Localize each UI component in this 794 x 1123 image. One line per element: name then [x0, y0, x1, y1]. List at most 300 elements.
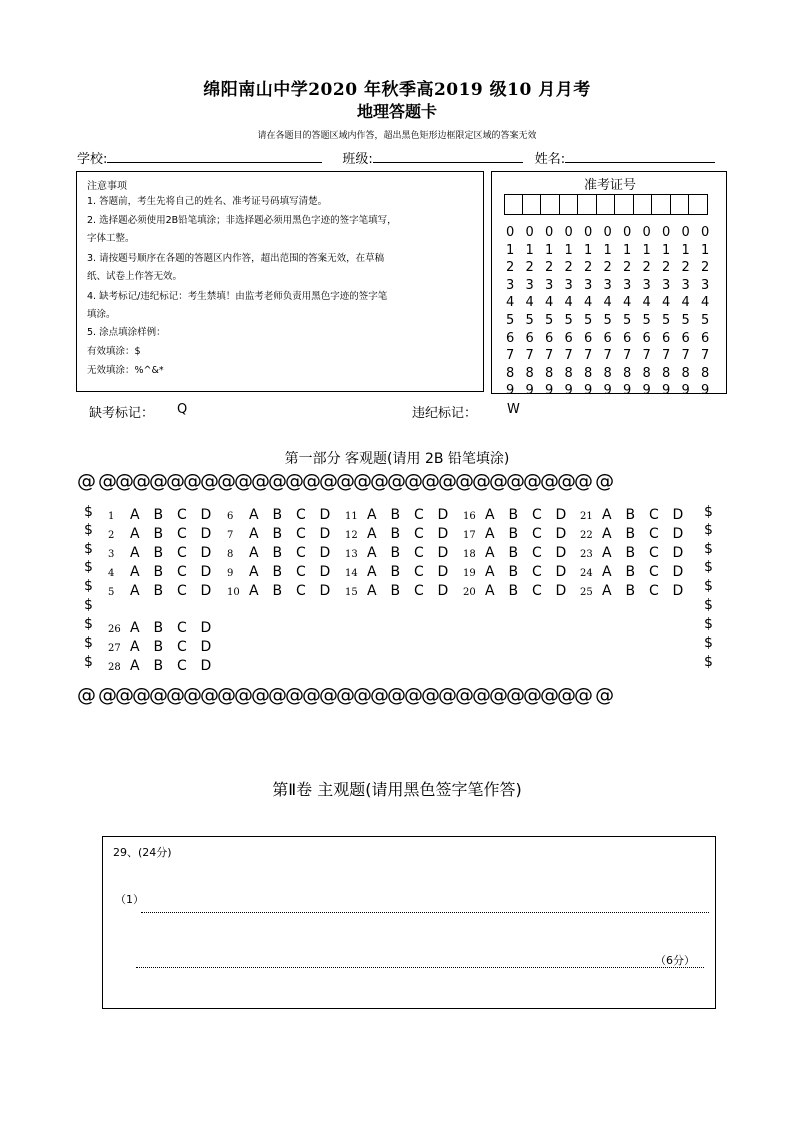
- part1-title: 第一部分 客观题(请用 2B 铅笔填涂): [284, 451, 510, 467]
- option-bubble[interactable]: C: [177, 639, 187, 655]
- option-bubble[interactable]: D: [672, 583, 684, 599]
- exam-id-digit-bubble[interactable]: 0: [525, 225, 534, 240]
- option-bubble[interactable]: A: [249, 583, 259, 599]
- exam-id-digit-bubble[interactable]: 9: [701, 383, 710, 399]
- option-bubble[interactable]: C: [177, 507, 187, 523]
- exam-id-digit-bubble[interactable]: 8: [642, 365, 651, 381]
- exam-id-digit-bubble[interactable]: 3: [603, 277, 612, 293]
- option-bubble[interactable]: C: [177, 583, 187, 599]
- timing-mark: $: [704, 522, 713, 538]
- option-bubble[interactable]: B: [272, 564, 283, 580]
- option-bubble[interactable]: B: [153, 564, 164, 580]
- option-bubble[interactable]: C: [177, 620, 187, 636]
- exam-id-digit-bubble[interactable]: 8: [506, 365, 515, 381]
- exam-id-digit-bubble[interactable]: 6: [642, 330, 651, 346]
- exam-id-cell[interactable]: [671, 194, 690, 215]
- option-bubble[interactable]: B: [272, 507, 283, 523]
- name-field[interactable]: [565, 148, 715, 163]
- exam-id-cell[interactable]: [689, 194, 708, 215]
- exam-id-digit-bubble[interactable]: 2: [545, 260, 554, 276]
- class-field[interactable]: [373, 148, 523, 163]
- exam-id-digit-bubble[interactable]: 3: [545, 277, 554, 293]
- option-bubble[interactable]: A: [130, 583, 140, 599]
- option-bubble[interactable]: B: [625, 564, 636, 580]
- option-bubble[interactable]: B: [625, 526, 636, 542]
- option-bubble[interactable]: A: [602, 564, 612, 580]
- timing-mark: $: [84, 654, 93, 670]
- option-bubble[interactable]: D: [200, 564, 212, 580]
- option-bubble[interactable]: D: [319, 507, 331, 523]
- option-bubble[interactable]: B: [272, 545, 283, 561]
- exam-id-digit-bubble[interactable]: 7: [662, 348, 671, 364]
- exam-id-digit-bubble[interactable]: 7: [681, 348, 690, 364]
- choice-area-bottom-border: @ @@@@@@@@@@@@@@@@@@@@@@@@@@@@@ @: [77, 684, 613, 706]
- option-bubble[interactable]: C: [649, 526, 659, 542]
- exam-id-cell[interactable]: [541, 194, 560, 215]
- option-bubble[interactable]: A: [602, 526, 612, 542]
- exam-id-cell[interactable]: [504, 194, 523, 215]
- exam-id-digit-bubble[interactable]: 7: [584, 348, 593, 364]
- q29-header: 29、(24分): [113, 846, 172, 859]
- option-bubble[interactable]: B: [508, 564, 519, 580]
- choice-question: [463, 561, 579, 580]
- option-bubble[interactable]: C: [649, 507, 659, 523]
- exam-id-digit-bubble[interactable]: 3: [525, 277, 534, 293]
- question-number: 12: [345, 530, 358, 541]
- option-bubble[interactable]: D: [672, 526, 684, 542]
- option-bubble[interactable]: B: [153, 658, 164, 674]
- option-bubble[interactable]: A: [130, 507, 140, 523]
- option-bubble[interactable]: C: [532, 545, 542, 561]
- option-bubble[interactable]: D: [437, 564, 449, 580]
- option-bubble[interactable]: C: [532, 564, 542, 580]
- exam-id-digit-bubble[interactable]: 2: [662, 260, 671, 276]
- exam-id-digit-bubble[interactable]: 9: [584, 383, 593, 399]
- exam-id-digit-bubble[interactable]: 2: [623, 260, 632, 276]
- option-bubble[interactable]: B: [272, 583, 283, 599]
- choice-question: [108, 561, 224, 580]
- exam-id-digit-bubble[interactable]: 5: [681, 312, 690, 328]
- option-bubble[interactable]: B: [390, 583, 401, 599]
- option-bubble[interactable]: D: [200, 639, 212, 655]
- exam-id-digit-bubble[interactable]: 7: [525, 348, 534, 364]
- exam-id-digit-bubble[interactable]: 1: [701, 242, 710, 258]
- question-number: 13: [345, 549, 358, 560]
- timing-mark: $: [704, 597, 713, 613]
- option-bubble[interactable]: C: [414, 564, 424, 580]
- choice-question: [345, 523, 461, 542]
- option-bubble[interactable]: C: [414, 583, 424, 599]
- exam-id-digit-bubble[interactable]: 4: [506, 295, 515, 311]
- choice-question: [463, 504, 579, 523]
- exam-id-digit-bubble[interactable]: 8: [701, 365, 710, 381]
- exam-id-digit-bubble[interactable]: 6: [603, 330, 612, 346]
- exam-id-digit-bubble[interactable]: 5: [584, 312, 593, 328]
- option-bubble[interactable]: A: [485, 545, 495, 561]
- exam-id-cell[interactable]: [634, 194, 653, 215]
- timing-mark: $: [84, 635, 93, 651]
- exam-id-digit-bubble[interactable]: 9: [681, 383, 690, 399]
- option-bubble[interactable]: D: [200, 526, 212, 542]
- option-bubble[interactable]: C: [177, 526, 187, 542]
- violation-mark-label: 违纪标记：: [412, 406, 478, 421]
- exam-id-digit-bubble[interactable]: 0: [681, 225, 690, 240]
- question-number: 2: [108, 530, 115, 541]
- option-bubble[interactable]: B: [508, 545, 519, 561]
- exam-id-digit-bubble[interactable]: 8: [623, 365, 632, 381]
- exam-id-digit-bubble[interactable]: 5: [642, 312, 651, 328]
- exam-id-digit-bubble[interactable]: 8: [603, 365, 612, 381]
- option-bubble[interactable]: A: [367, 545, 377, 561]
- option-bubble[interactable]: B: [625, 545, 636, 561]
- name-label: 姓名:: [534, 152, 566, 167]
- exam-id-digit-bubble[interactable]: 9: [506, 383, 515, 399]
- option-bubble[interactable]: B: [153, 583, 164, 599]
- option-bubble[interactable]: B: [153, 620, 164, 636]
- exam-id-digit-bubble[interactable]: 0: [584, 225, 593, 240]
- option-bubble[interactable]: D: [437, 545, 449, 561]
- notice-item: 3. 请按题号顺序在各题的答题区内作答，超出范围的答案无效，在草稿: [87, 253, 385, 264]
- option-bubble[interactable]: A: [602, 545, 612, 561]
- q29-answer-box[interactable]: [102, 836, 716, 1009]
- choice-question: [108, 504, 224, 523]
- exam-id-digit-bubble[interactable]: 9: [642, 383, 651, 399]
- exam-id-digit-bubble[interactable]: 4: [584, 295, 593, 311]
- exam-id-digit-bubble[interactable]: 9: [623, 383, 632, 399]
- exam-id-digit-bubble[interactable]: 2: [525, 260, 534, 276]
- option-bubble[interactable]: D: [319, 545, 331, 561]
- q29-sub1-label: （1）: [115, 893, 144, 906]
- exam-id-cell[interactable]: [578, 194, 597, 215]
- option-bubble[interactable]: D: [319, 564, 331, 580]
- option-bubble[interactable]: C: [296, 564, 306, 580]
- option-bubble[interactable]: A: [130, 658, 140, 674]
- choice-question: [580, 561, 696, 580]
- exam-id-title: 准考证号: [583, 178, 636, 193]
- option-bubble[interactable]: D: [200, 545, 212, 561]
- exam-id-digit-bubble[interactable]: 4: [681, 295, 690, 311]
- question-number: 11: [345, 511, 358, 522]
- option-bubble[interactable]: A: [249, 564, 259, 580]
- exam-id-digit-bubble[interactable]: 7: [603, 348, 612, 364]
- option-bubble[interactable]: B: [272, 526, 283, 542]
- option-bubble[interactable]: A: [130, 620, 140, 636]
- choice-area-top-border: @ @@@@@@@@@@@@@@@@@@@@@@@@@@@@@ @: [77, 470, 613, 492]
- option-bubble[interactable]: C: [649, 564, 659, 580]
- option-bubble[interactable]: C: [177, 545, 187, 561]
- absent-mark-bubble[interactable]: Q: [177, 402, 188, 417]
- exam-id-digit-bubble[interactable]: 7: [506, 348, 515, 364]
- exam-id-digit-bubble[interactable]: 1: [603, 242, 612, 258]
- exam-id-digit-bubble[interactable]: 8: [584, 365, 593, 381]
- exam-id-digit-row: [506, 383, 721, 401]
- exam-id-digit-bubble[interactable]: 3: [506, 277, 515, 293]
- option-bubble[interactable]: A: [485, 526, 495, 542]
- choice-question: [108, 636, 224, 655]
- exam-id-digit-row: [506, 295, 721, 313]
- exam-id-digit-bubble[interactable]: 9: [564, 383, 573, 399]
- option-bubble[interactable]: B: [625, 507, 636, 523]
- option-bubble[interactable]: A: [130, 526, 140, 542]
- option-bubble[interactable]: B: [508, 507, 519, 523]
- option-bubble[interactable]: D: [200, 658, 212, 674]
- exam-id-digit-bubble[interactable]: 3: [642, 277, 651, 293]
- option-bubble[interactable]: A: [485, 507, 495, 523]
- option-bubble[interactable]: D: [200, 507, 212, 523]
- exam-id-digit-bubble[interactable]: 4: [642, 295, 651, 311]
- option-bubble[interactable]: C: [649, 545, 659, 561]
- option-bubble[interactable]: C: [414, 526, 424, 542]
- exam-id-digit-bubble[interactable]: 9: [545, 383, 554, 399]
- exam-id-digit-bubble[interactable]: 6: [545, 330, 554, 346]
- option-bubble[interactable]: A: [249, 545, 259, 561]
- exam-id-digit-bubble[interactable]: 1: [564, 242, 573, 258]
- option-bubble[interactable]: D: [672, 507, 684, 523]
- exam-id-digit-bubble[interactable]: 5: [623, 312, 632, 328]
- violation-mark-bubble[interactable]: W: [507, 402, 520, 417]
- school-field[interactable]: [107, 148, 322, 163]
- exam-id-digit-bubble[interactable]: 1: [525, 242, 534, 258]
- option-bubble[interactable]: A: [367, 564, 377, 580]
- exam-id-digit-bubble[interactable]: 7: [564, 348, 573, 364]
- question-number: 24: [580, 568, 593, 579]
- option-bubble[interactable]: A: [367, 583, 377, 599]
- option-bubble[interactable]: D: [437, 507, 449, 523]
- exam-id-digit-bubble[interactable]: 6: [681, 330, 690, 346]
- exam-id-digit-row: [506, 331, 721, 349]
- school-label: 学校:: [77, 152, 108, 167]
- notice-item: 填涂。: [87, 309, 116, 320]
- exam-id-digit-bubble[interactable]: 0: [564, 225, 573, 240]
- exam-id-digit-bubble[interactable]: 9: [662, 383, 671, 399]
- exam-id-digit-bubble[interactable]: 1: [506, 242, 515, 258]
- option-bubble[interactable]: A: [130, 545, 140, 561]
- exam-id-digit-bubble[interactable]: 0: [701, 225, 710, 240]
- option-bubble[interactable]: A: [602, 583, 612, 599]
- question-number: 23: [580, 549, 593, 560]
- exam-id-digit-bubble[interactable]: 0: [545, 225, 554, 240]
- choice-question: [580, 580, 696, 599]
- exam-id-digit-bubble[interactable]: 0: [662, 225, 671, 240]
- exam-id-digit-bubble[interactable]: 3: [662, 277, 671, 293]
- option-bubble[interactable]: C: [532, 507, 542, 523]
- choice-question: [463, 580, 579, 599]
- exam-id-digit-bubble[interactable]: 7: [701, 348, 710, 364]
- exam-id-digit-row: [506, 313, 721, 331]
- exam-id-digit-bubble[interactable]: 1: [584, 242, 593, 258]
- answer-card-title: 地理答题卡: [356, 102, 437, 121]
- exam-id-digit-bubble[interactable]: 1: [623, 242, 632, 258]
- option-bubble[interactable]: D: [555, 526, 567, 542]
- exam-id-digit-bubble[interactable]: 9: [525, 383, 534, 399]
- exam-id-digit-bubble[interactable]: 0: [623, 225, 632, 240]
- exam-id-digit-bubble[interactable]: 7: [623, 348, 632, 364]
- exam-id-digit-bubble[interactable]: 7: [642, 348, 651, 364]
- exam-id-digit-bubble[interactable]: 5: [506, 312, 515, 328]
- exam-id-digit-bubble[interactable]: 3: [584, 277, 593, 293]
- choice-question: [463, 542, 579, 561]
- option-bubble[interactable]: C: [177, 658, 187, 674]
- notice-item: 有效填涂：$: [87, 346, 141, 357]
- exam-id-digit-bubble[interactable]: 4: [564, 295, 573, 311]
- timing-mark: $: [84, 559, 93, 575]
- exam-id-digit-row: [506, 348, 721, 366]
- option-bubble[interactable]: B: [390, 545, 401, 561]
- choice-question: [108, 542, 224, 561]
- option-bubble[interactable]: C: [649, 583, 659, 599]
- option-bubble[interactable]: D: [555, 583, 567, 599]
- exam-id-digit-bubble[interactable]: 0: [642, 225, 651, 240]
- option-bubble[interactable]: B: [625, 583, 636, 599]
- choice-question: [580, 523, 696, 542]
- exam-id-digit-bubble[interactable]: 1: [545, 242, 554, 258]
- exam-id-digit-bubble[interactable]: 6: [564, 330, 573, 346]
- exam-id-digit-bubble[interactable]: 6: [662, 330, 671, 346]
- exam-id-digit-bubble[interactable]: 2: [584, 260, 593, 276]
- exam-id-digit-bubble[interactable]: 2: [564, 260, 573, 276]
- option-bubble[interactable]: A: [130, 564, 140, 580]
- option-bubble[interactable]: D: [672, 545, 684, 561]
- exam-id-digit-bubble[interactable]: 6: [525, 330, 534, 346]
- question-number: 3: [108, 549, 115, 560]
- option-bubble[interactable]: B: [153, 545, 164, 561]
- exam-id-digit-bubble[interactable]: 3: [564, 277, 573, 293]
- option-bubble[interactable]: C: [177, 564, 187, 580]
- exam-id-digit-bubble[interactable]: 4: [603, 295, 612, 311]
- question-number: 16: [463, 511, 476, 522]
- option-bubble[interactable]: B: [390, 507, 401, 523]
- exam-id-digit-bubble[interactable]: 2: [506, 260, 515, 276]
- part2-title: 第Ⅱ卷 主观题(请用黑色签字笔作答): [272, 780, 522, 799]
- exam-id-digit-bubble[interactable]: 3: [701, 277, 710, 293]
- option-bubble[interactable]: A: [130, 639, 140, 655]
- option-bubble[interactable]: A: [485, 583, 495, 599]
- exam-id-cell[interactable]: [597, 194, 616, 215]
- exam-id-digit-bubble[interactable]: 5: [701, 312, 710, 328]
- option-bubble[interactable]: C: [532, 526, 542, 542]
- option-bubble[interactable]: D: [437, 526, 449, 542]
- exam-id-digit-bubble[interactable]: 5: [564, 312, 573, 328]
- option-bubble[interactable]: A: [367, 507, 377, 523]
- option-bubble[interactable]: A: [602, 507, 612, 523]
- option-bubble[interactable]: A: [249, 507, 259, 523]
- option-bubble[interactable]: D: [555, 507, 567, 523]
- exam-id-digit-bubble[interactable]: 1: [681, 242, 690, 258]
- option-bubble[interactable]: D: [319, 583, 331, 599]
- exam-id-digit-bubble[interactable]: 8: [681, 365, 690, 381]
- option-bubble[interactable]: C: [296, 583, 306, 599]
- exam-id-digit-bubble[interactable]: 2: [642, 260, 651, 276]
- option-bubble[interactable]: A: [249, 526, 259, 542]
- option-bubble[interactable]: D: [437, 583, 449, 599]
- exam-id-digit-row: [506, 243, 721, 261]
- option-bubble[interactable]: D: [672, 564, 684, 580]
- exam-id-cell[interactable]: [652, 194, 671, 215]
- option-bubble[interactable]: B: [390, 564, 401, 580]
- exam-id-digit-bubble[interactable]: 1: [642, 242, 651, 258]
- exam-id-digit-bubble[interactable]: 4: [701, 295, 710, 311]
- exam-id-digit-bubble[interactable]: 5: [525, 312, 534, 328]
- exam-id-digit-bubble[interactable]: 4: [525, 295, 534, 311]
- question-number: 26: [108, 624, 121, 635]
- exam-id-digit-bubble[interactable]: 9: [603, 383, 612, 399]
- option-bubble[interactable]: A: [485, 564, 495, 580]
- option-bubble[interactable]: C: [414, 545, 424, 561]
- option-bubble[interactable]: C: [296, 545, 306, 561]
- exam-id-digit-bubble[interactable]: 3: [623, 277, 632, 293]
- exam-id-digit-bubble[interactable]: 5: [545, 312, 554, 328]
- timing-mark: $: [84, 504, 93, 520]
- option-bubble[interactable]: B: [153, 639, 164, 655]
- option-bubble[interactable]: C: [532, 583, 542, 599]
- option-bubble[interactable]: B: [508, 583, 519, 599]
- exam-id-digit-bubble[interactable]: 4: [623, 295, 632, 311]
- exam-id-digit-bubble[interactable]: 7: [545, 348, 554, 364]
- option-bubble[interactable]: B: [153, 507, 164, 523]
- exam-id-digit-row: [506, 278, 721, 296]
- exam-id-digit-bubble[interactable]: 1: [662, 242, 671, 258]
- timing-mark: $: [704, 541, 713, 557]
- exam-id-digit-row: [506, 366, 721, 384]
- option-bubble[interactable]: D: [555, 564, 567, 580]
- exam-id-digit-bubble[interactable]: 2: [603, 260, 612, 276]
- choice-question: [108, 617, 224, 636]
- exam-id-digit-bubble[interactable]: 5: [662, 312, 671, 328]
- exam-id-cell[interactable]: [615, 194, 634, 215]
- exam-id-digit-bubble[interactable]: 6: [584, 330, 593, 346]
- question-number: 18: [463, 549, 476, 560]
- option-bubble[interactable]: D: [319, 526, 331, 542]
- exam-id-digit-bubble[interactable]: 2: [681, 260, 690, 276]
- option-bubble[interactable]: C: [296, 526, 306, 542]
- question-number: 20: [463, 587, 476, 598]
- exam-id-digit-bubble[interactable]: 4: [545, 295, 554, 311]
- exam-id-digit-bubble[interactable]: 6: [506, 330, 515, 346]
- student-info-row: [77, 148, 737, 167]
- question-number: 14: [345, 568, 358, 579]
- exam-id-digit-bubble[interactable]: 8: [564, 365, 573, 381]
- option-bubble[interactable]: C: [414, 507, 424, 523]
- option-bubble[interactable]: D: [200, 620, 212, 636]
- exam-id-digit-bubble[interactable]: 8: [662, 365, 671, 381]
- choice-question: [580, 504, 696, 523]
- option-bubble[interactable]: D: [555, 545, 567, 561]
- question-number: 15: [345, 587, 358, 598]
- question-number: 27: [108, 643, 121, 654]
- exam-id-digit-bubble[interactable]: 6: [701, 330, 710, 346]
- answer-line[interactable]: [141, 912, 709, 913]
- exam-id-digit-bubble[interactable]: 0: [603, 225, 612, 240]
- exam-id-digit-bubble[interactable]: 8: [545, 365, 554, 381]
- option-bubble[interactable]: B: [508, 526, 519, 542]
- option-bubble[interactable]: B: [153, 526, 164, 542]
- exam-id-digit-bubble[interactable]: 0: [506, 225, 515, 240]
- exam-id-digit-bubble[interactable]: 2: [701, 260, 710, 276]
- option-bubble[interactable]: B: [390, 526, 401, 542]
- option-bubble[interactable]: A: [367, 526, 377, 542]
- exam-id-cell[interactable]: [560, 194, 579, 215]
- exam-id-digit-bubble[interactable]: 3: [681, 277, 690, 293]
- exam-id-digit-bubble[interactable]: 5: [603, 312, 612, 328]
- notice-item: 4. 缺考标记/违纪标记：考生禁填！由监考老师负责用黑色字迹的签字笔: [87, 291, 388, 302]
- exam-id-digit-bubble[interactable]: 8: [525, 365, 534, 381]
- option-bubble[interactable]: C: [296, 507, 306, 523]
- exam-id-cell[interactable]: [523, 194, 542, 215]
- option-bubble[interactable]: D: [200, 583, 212, 599]
- exam-id-digit-bubble[interactable]: 4: [662, 295, 671, 311]
- exam-id-digit-bubble[interactable]: 6: [623, 330, 632, 346]
- answer-line[interactable]: [136, 967, 704, 968]
